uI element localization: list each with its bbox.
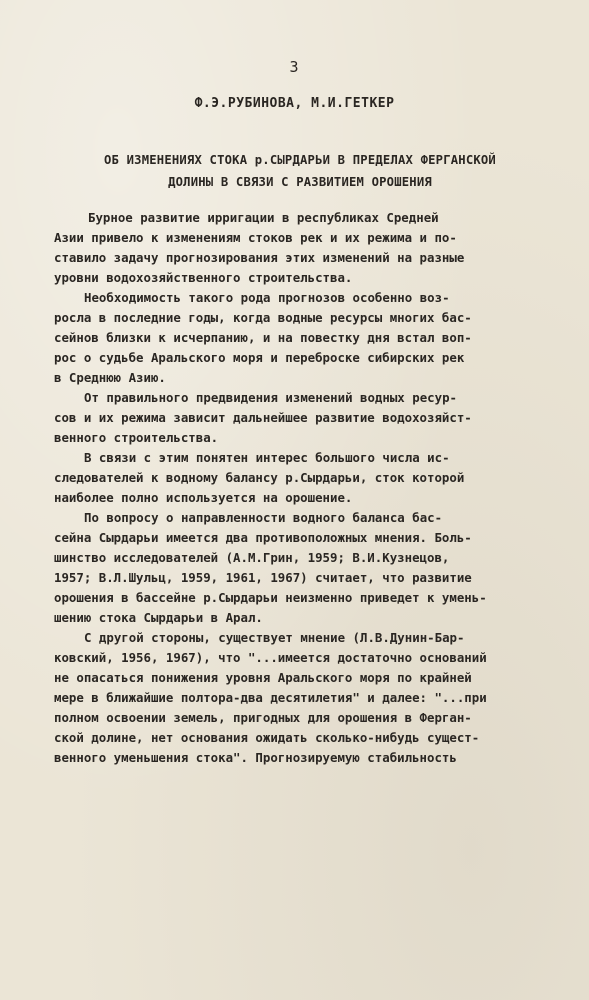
text-line: От правильного предвидения изменений водных ресур- — [84, 390, 457, 405]
text-line: 1957; В.Л.Шульц, 1959, 1961, 1967) считает, что развитие — [54, 570, 472, 585]
body-text — [0, 208, 589, 768]
text-line: мере в ближайшие полтора-два десятилетия" и далее: "...при — [54, 690, 487, 705]
text-line: шинство исследователей (А.М.Грин, 1959; В.И.Кузнецов, — [54, 550, 450, 565]
text-line: шению стока Сырдарьи в Арал. — [54, 610, 263, 625]
text-line: ковский, 1956, 1967), что "...имеется достаточно оснований — [54, 650, 487, 665]
text-line: ставило задачу прогнозирования этих изменений на разные — [54, 250, 465, 265]
text-line: не опасаться понижения уровня Аральского моря по крайней — [54, 670, 472, 685]
text-line: В связи с этим понятен интерес большого числа ис- — [84, 450, 450, 465]
title-line: ОБ ИЗМЕНЕНИЯХ СТОКА р.СЫРДАРЬИ В ПРЕДЕЛАХ ФЕРГАНСКОЙ — [104, 153, 496, 167]
text-line: в Среднюю Азию. — [54, 370, 166, 385]
page-number: 3 — [289, 58, 300, 76]
authors: Ф.Э.РУБИНОВА, М.И.ГЕТКЕР — [194, 96, 395, 111]
text-line: сейна Сырдарьи имеется два противоположных мнения. Боль- — [54, 530, 472, 545]
text-line: уровни водохозяйственного строительства. — [54, 270, 353, 285]
article-title — [30, 149, 570, 193]
text-line: Необходимость такого рода прогнозов особенно воз- — [84, 290, 450, 305]
text-line: венного строительства. — [54, 430, 219, 445]
text-line: наиболее полно используется на орошение. — [54, 490, 353, 505]
text-line: полном освоении земель, пригодных для орошения в Ферган- — [54, 710, 472, 725]
text-line: ской долине, нет основания ожидать сколько-нибудь сущест- — [54, 730, 480, 745]
text-line: венного уменьшения стока". Прогнозируемую стабильность — [54, 750, 457, 765]
text-line: следователей к водному балансу р.Сырдарьи, сток которой — [54, 470, 465, 485]
text-line: сов и их режима зависит дальнейшее развитие водохозяйст- — [54, 410, 472, 425]
text-line: сейнов близки к исчерпанию, и на повестку дня встал воп- — [54, 330, 472, 345]
text-line: орошения в бассейне р.Сырдарьи неизменно приведет к умень- — [54, 590, 487, 605]
text-line: росла в последние годы, когда водные ресурсы многих бас- — [54, 310, 472, 325]
text-line: По вопросу о направленности водного баланса бас- — [84, 510, 443, 525]
title-line: ДОЛИНЫ В СВЯЗИ С РАЗВИТИЕМ ОРОШЕНИЯ — [168, 175, 432, 189]
text-line: рос о судьбе Аральского моря и переброске сибирских рек — [54, 350, 465, 365]
text-line: Азии привело к изменениям стоков рек и их режима и по- — [54, 230, 457, 245]
text-line: С другой стороны, существует мнение (Л.В.Дунин-Бар- — [84, 630, 465, 645]
text-line: Бурное развитие ирригации в республиках Средней — [88, 210, 439, 225]
